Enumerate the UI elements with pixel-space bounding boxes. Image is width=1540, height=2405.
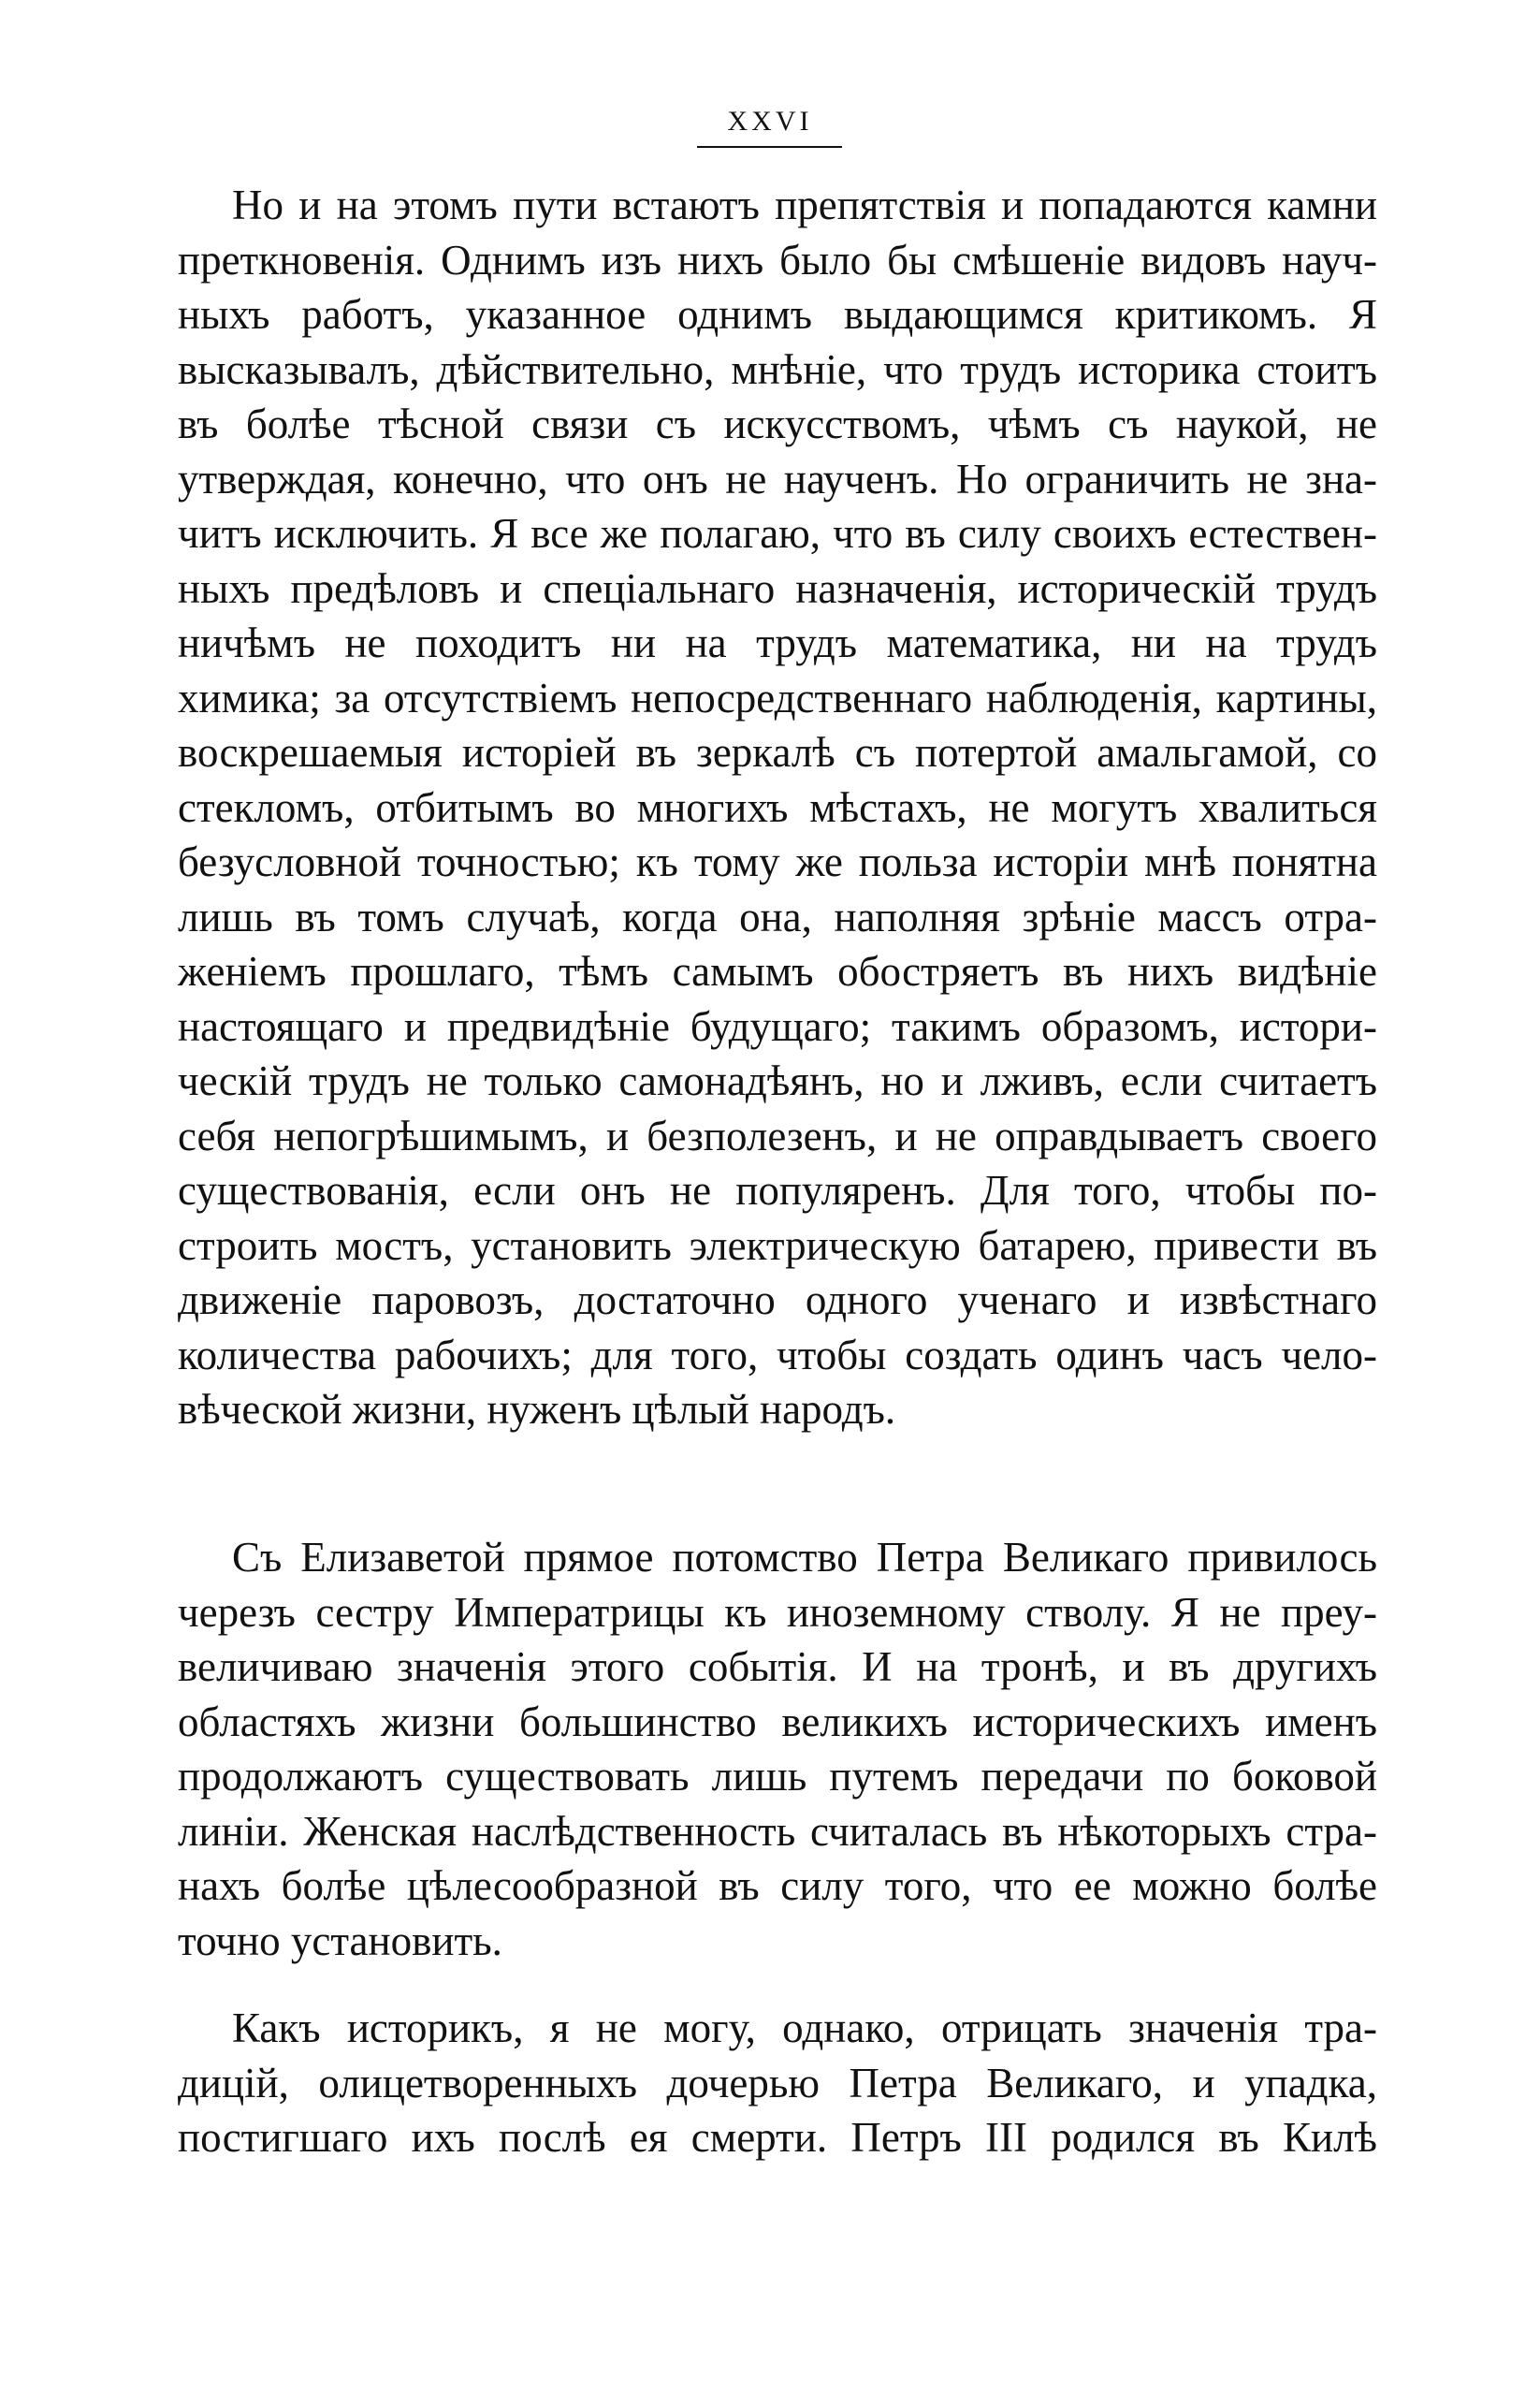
text-line: ныхъ работъ, указанное однимъ выдающимся критикомъ. Я [178, 291, 1377, 338]
text-line: ничѣмъ не походитъ ни на трудъ математика, ни на трудъ [178, 619, 1377, 666]
text-line: нахъ болѣе цѣлесообразной въ силу того, что ее можно болѣе [178, 1862, 1377, 1909]
text-line: вѣческой жизни, нуженъ цѣлый народъ. [178, 1386, 896, 1433]
text-line: утверждая, конечно, что онъ не наученъ. Но ограничить не зна- [178, 455, 1377, 503]
text-line: дицій, олицетворенныхъ дочерью Петра Великаго, и упадка, [178, 2059, 1377, 2106]
text-line: ныхъ предѣловъ и спеціальнаго назначенія, историческій трудъ [178, 564, 1377, 612]
text-line: движеніе паровозъ, достаточно одного ученаго и извѣстнаго [178, 1276, 1377, 1323]
paragraph-2 [178, 1530, 1377, 1968]
paragraph-3 [178, 2001, 1377, 2165]
text-line: преткновенія. Однимъ изъ нихъ было бы смѣшеніе видовъ науч- [178, 236, 1377, 284]
text-line: строить мостъ, установить электрическую батарею, привести въ [178, 1221, 1377, 1269]
text-line: областяхъ жизни большинство великихъ историческихъ именъ [178, 1698, 1377, 1745]
text-line: постигшаго ихъ послѣ ея смерти. Петръ III родился въ Килѣ [178, 2114, 1377, 2161]
text-line: себя непогрѣшимымъ, и безполезенъ, и не оправдываетъ своего [178, 1112, 1377, 1159]
text-line: въ болѣе тѣсной связи съ искусствомъ, чѣмъ съ наукой, не [178, 401, 1377, 447]
text-line: стекломъ, отбитымъ во многихъ мѣстахъ, не могутъ хвалиться [178, 783, 1377, 831]
text-line: Съ Елизаветой прямое потомство Петра Великаго привилось [232, 1534, 1377, 1581]
text-line: черезъ сестру Императрицы къ иноземному стволу. Я не преу- [178, 1588, 1377, 1636]
text-line: ческій трудъ не только самонадѣянъ, но и лживъ, если считаетъ [178, 1057, 1377, 1104]
text-line: величиваю значенія этого событія. И на тронѣ, и въ другихъ [178, 1643, 1377, 1690]
text-line: Но и на этомъ пути встаютъ препятствія и попадаются камни [232, 182, 1377, 228]
text-line: количества рабочихъ; для того, чтобы создать одинъ часъ чело- [178, 1331, 1377, 1378]
header-rule [697, 146, 842, 148]
text-line: существованія, если онъ не популяренъ. Для того, чтобы по- [178, 1167, 1377, 1214]
text-line: лишь въ томъ случаѣ, когда она, наполняя зрѣніе массъ отра- [178, 893, 1377, 940]
text-line: линіи. Женская наслѣдственность считалась въ нѣкоторыхъ стра- [178, 1807, 1377, 1855]
paragraph-1 [178, 178, 1377, 1437]
page-number: XXVI [727, 106, 813, 137]
text-line: воскрешаемыя исторіей въ зеркалѣ съ потертой амальгамой, со [178, 729, 1377, 776]
text-line: безусловной точностью; къ тому же польза исторіи мнѣ понятна [178, 838, 1377, 885]
text-line: продолжаютъ существовать лишь путемъ передачи по боковой [178, 1753, 1377, 1800]
text-line: настоящаго и предвидѣніе будущаго; такимъ образомъ, истори- [178, 1002, 1377, 1050]
text-line: Какъ историкъ, я не могу, однако, отрицать значенія тра- [232, 2004, 1377, 2051]
text-line: химика; за отсутствіемъ непосредственнаго наблюденія, картины, [178, 674, 1377, 722]
text-line: читъ исключить. Я все же полагаю, что въ силу своихъ естествен- [178, 510, 1377, 557]
text-line: высказывалъ, дѣйствительно, мнѣніе, что трудъ историка стоитъ [178, 345, 1377, 393]
text-line: точно установить. [178, 1917, 502, 1964]
text-line: женіемъ прошлаго, тѣмъ самымъ обостряетъ въ нихъ видѣніе [178, 948, 1377, 995]
